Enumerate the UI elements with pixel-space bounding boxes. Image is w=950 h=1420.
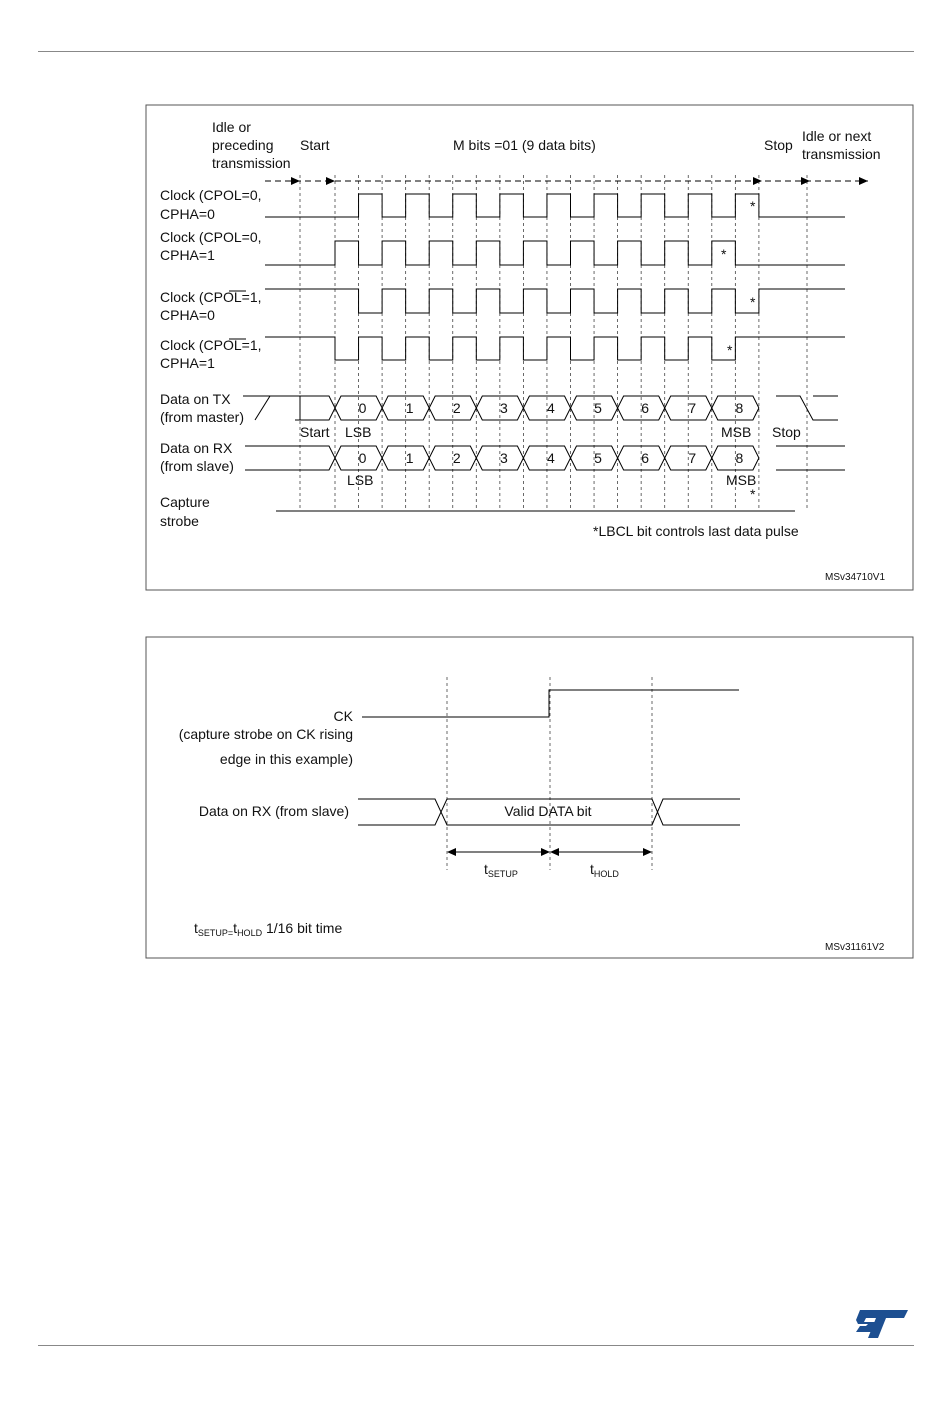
clock-waveforms — [265, 194, 845, 360]
tx-label-line1: Data on TX — [160, 391, 231, 407]
bit-labels — [359, 400, 744, 466]
clock-waveform-row — [265, 289, 845, 313]
rx-bit-label: 3 — [499, 450, 508, 466]
rx-bit-label: 6 — [641, 450, 650, 466]
preceding-label: preceding — [212, 137, 274, 153]
footer-rule — [38, 1345, 914, 1346]
rx-label-line1: Data on RX — [160, 440, 233, 456]
clock3-label-line1: Clock (CPOL=1, — [160, 289, 262, 305]
capture-label-line1: Capture — [160, 494, 210, 510]
clock-waveform-row — [265, 194, 845, 217]
rx-label-line2: (from slave) — [160, 458, 234, 474]
clock4-label-line2: CPHA=1 — [160, 355, 215, 371]
tx-bit-label: 7 — [688, 400, 697, 416]
clock4-label-line1: Clock (CPOL=1, — [160, 337, 262, 353]
asterisk-clock1: * — [750, 198, 756, 214]
tx-bit-label: 8 — [735, 400, 744, 416]
idle-or-label: Idle or — [212, 119, 251, 135]
timing-note: $t_{SETUP}=t_{HOLD}$ 1/16 bit time — [194, 920, 343, 938]
clock1-label-line1: Clock (CPOL=0, — [160, 187, 262, 203]
tx-bit-label: 6 — [641, 400, 650, 416]
rx-bit-label: 2 — [452, 450, 461, 466]
tx-idle-slope — [255, 396, 270, 420]
asterisk-capture: * — [750, 486, 756, 502]
figure-1-timing-diagram — [0, 0, 950, 600]
data-waveforms — [243, 396, 845, 470]
start-label: Start — [300, 137, 330, 153]
clock3-label-line2: CPHA=0 — [160, 307, 215, 323]
arrowhead — [753, 177, 762, 185]
st-logo-icon — [852, 1308, 912, 1340]
msb-tx-label: MSB — [721, 424, 752, 440]
clock2-label-line1: Clock (CPOL=0, — [160, 229, 262, 245]
figure-2-id: MSv31161V2 — [825, 942, 885, 953]
ck-desc-line1: (capture strobe on CK rising — [178, 726, 353, 742]
start-bottom-label: Start — [300, 424, 330, 440]
tx-bit-label: 5 — [594, 400, 602, 416]
tx-label-line2: (from master) — [160, 409, 244, 425]
next-transmission-label: transmission — [802, 146, 881, 162]
figure-1-id: MSv34710V1 — [825, 572, 886, 583]
lsb-rx-label: LSB — [347, 472, 374, 488]
ck-label: CK — [333, 708, 353, 724]
rx-bit-label: 5 — [594, 450, 602, 466]
transmission-label: transmission — [212, 155, 291, 171]
rx-bit-label: 1 — [405, 450, 414, 466]
tsetup-label: $t_{SETUP}$ — [484, 861, 518, 879]
clock-waveform-row — [265, 337, 845, 360]
lbcl-note: *LBCL bit controls last data pulse — [593, 523, 799, 539]
figure-2-frame — [146, 637, 913, 958]
asterisk-clock2: * — [721, 246, 727, 262]
tx-bit-label: 1 — [405, 400, 414, 416]
tx-bit-label: 2 — [452, 400, 461, 416]
lsb-tx-label: LSB — [345, 424, 372, 440]
asterisk-clock3: * — [750, 294, 756, 310]
valid-data-label: Valid DATA bit — [504, 803, 592, 819]
clock-waveform-row — [265, 241, 845, 265]
rx-bit-label: 4 — [547, 450, 555, 466]
arrowhead — [291, 177, 300, 185]
data-rx-label: Data on RX (from slave) — [198, 803, 349, 819]
mbits-label: M bits =01 (9 data bits) — [453, 137, 596, 153]
tx-bit-label: 4 — [547, 400, 555, 416]
idle-next-label: Idle or next — [802, 128, 872, 144]
thold-label: $t_{HOLD}$ — [590, 861, 619, 879]
arrowhead — [326, 177, 335, 185]
arrowhead — [801, 177, 810, 185]
rx-bit-label: 8 — [735, 450, 744, 466]
tx-idle — [243, 396, 329, 420]
stop-label: Stop — [764, 137, 793, 153]
tx-bit-label: 0 — [358, 400, 367, 416]
clock1-label-line2: CPHA=0 — [160, 206, 215, 222]
stop-bottom-label: Stop — [772, 424, 801, 440]
asterisk-clock4: * — [727, 342, 733, 358]
tx-bit-label: 3 — [499, 400, 508, 416]
rx-bit-label: 7 — [688, 450, 697, 466]
figure-2-setup-hold-diagram — [0, 620, 950, 980]
ck-waveform — [362, 690, 739, 717]
rx-bit-label: 0 — [358, 450, 367, 466]
ck-desc-line2: edge in this example) — [219, 751, 353, 767]
clock2-label-line2: CPHA=1 — [160, 247, 215, 263]
msb-rx-label: MSB — [726, 472, 757, 488]
arrowhead — [859, 177, 868, 185]
capture-label-line2: strobe — [160, 513, 199, 529]
